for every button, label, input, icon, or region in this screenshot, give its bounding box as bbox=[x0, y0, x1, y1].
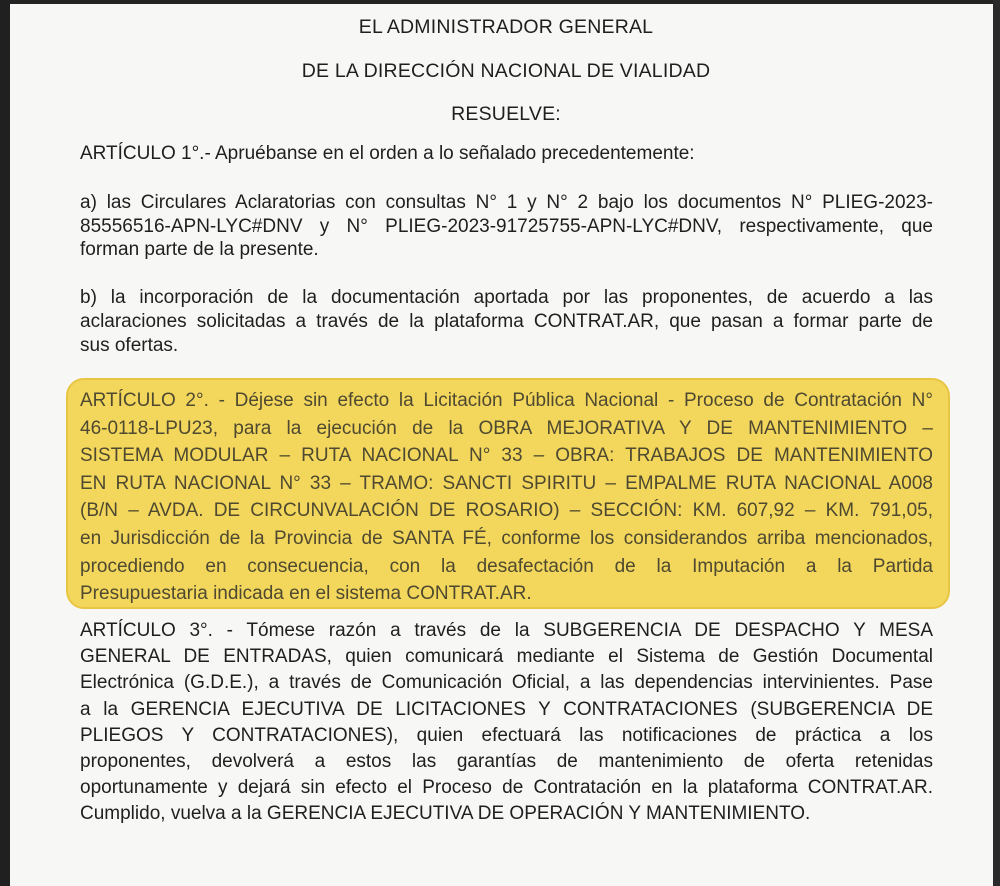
article-2-highlighted bbox=[80, 387, 933, 608]
document-line: forman parte de la presente. bbox=[80, 239, 319, 260]
scan-edge-left bbox=[0, 0, 10, 886]
document-line: Presupuestaria indicada en el sistema CONTRAT.AR. bbox=[80, 583, 532, 605]
document-line: EN RUTA NACIONAL N° 33 – TRAMO: SANCTI SPIRITU – EMPALME RUTA NACIONAL A008 bbox=[80, 472, 933, 494]
document-line: Electrónica (G.D.E.), a través de Comunicación Oficial, a las dependencias intervinientes. Pase bbox=[80, 672, 933, 694]
document-line: 85556516-APN-LYC#DNV y N° PLIEG-2023-91725755-APN-LYC#DNV, respectivamente, que bbox=[80, 215, 933, 237]
clause-b bbox=[80, 286, 933, 358]
document-line: ARTÍCULO 2°. - Déjese sin efecto la Licitación Pública Nacional - Proceso de Contratación N° bbox=[80, 390, 933, 411]
resolution-header-resuelve: RESUELVE: bbox=[451, 103, 561, 125]
document-line: SISTEMA MODULAR – RUTA NACIONAL N° 33 – OBRA: TRABAJOS DE MANTENIMIENTO bbox=[80, 445, 933, 467]
document-line: Cumplido, vuelva a la GERENCIA EJECUTIVA DE OPERACIÓN Y MANTENIMIENTO. bbox=[80, 803, 811, 825]
article-1: ARTÍCULO 1°.- Apruébanse en el orden a lo señalado precedentemente: bbox=[80, 143, 695, 164]
scan-edge-top bbox=[0, 0, 1000, 4]
resolution-header-agency: DE LA DIRECCIÓN NACIONAL DE VIALIDAD bbox=[301, 60, 711, 82]
document-line: en Jurisdicción de la Provincia de SANTA FÉ, conforme los considerandos arriba mencionados, bbox=[80, 527, 933, 549]
document-line: ARTÍCULO 3°. - Tómese razón a través de la SUBGERENCIA DE DESPACHO Y MESA bbox=[80, 620, 933, 641]
document-line: a) las Circulares Aclaratorias con consultas N° 1 y N° 2 bajo los documentos N° PLIEG-2023- bbox=[80, 192, 933, 213]
document-line: b) la incorporación de la documentación aportada por las proponentes, de acuerdo a las bbox=[80, 287, 933, 308]
document-line: procediendo en consecuencia, con la desafectación de la Imputación a la Partida bbox=[80, 555, 933, 577]
document-line: GENERAL DE ENTRADAS, quien comunicará mediante el Sistema de Gestión Documental bbox=[80, 646, 933, 668]
clause-a bbox=[80, 191, 933, 262]
document-line: aclaraciones solicitadas a través de la plataforma CONTRAT.AR, que pasan a formar parte de bbox=[80, 311, 933, 332]
document-line: a la GERENCIA EJECUTIVA DE LICITACIONES Y CONTRATACIONES (SUBGERENCIA DE bbox=[80, 698, 933, 720]
document-line: oportunamente y dejará sin efecto el Proceso de Contratación en la plataforma CONTRAT.AR. bbox=[80, 777, 933, 799]
article-3 bbox=[80, 618, 933, 828]
document-line: (B/N – AVDA. DE CIRCUNVALACIÓN DE ROSARIO) – SECCIÓN: KM. 607,92 – KM. 791,05, bbox=[80, 500, 933, 522]
document-line: sus ofertas. bbox=[80, 335, 179, 356]
highlight-marker bbox=[66, 378, 950, 609]
document-line: 46-0118-LPU23, para la ejecución de la OBRA MEJORATIVA Y DE MANTENIMIENTO – bbox=[80, 417, 933, 439]
document-line: PLIEGOS Y CONTRATACIONES), quien efectuará las notificaciones de práctica a los bbox=[80, 724, 933, 746]
document-line: proponentes, devolverá a estos las garantías de mantenimiento de oferta retenidas bbox=[80, 751, 933, 773]
scan-edge-right bbox=[993, 0, 1000, 886]
resolution-header-authority: EL ADMINISTRADOR GENERAL bbox=[358, 16, 654, 38]
